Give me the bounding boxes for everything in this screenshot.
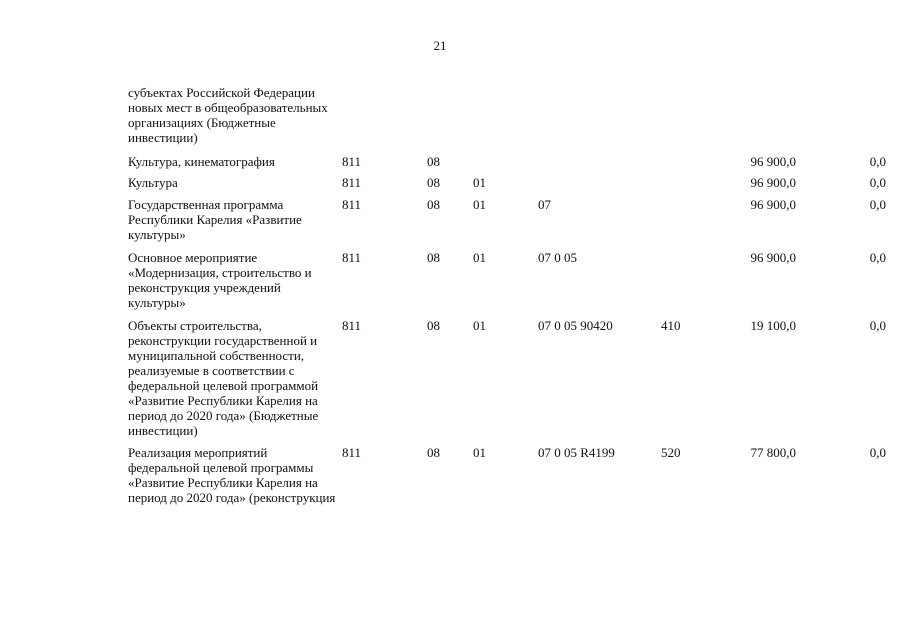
table-row (128, 318, 898, 438)
table-row (128, 445, 898, 505)
row-sum-2018: 96 900,0 (750, 175, 796, 190)
row-podrazdel: 01 (473, 175, 486, 190)
row-razdel: 08 (427, 197, 440, 212)
row-razdel: 08 (427, 250, 440, 265)
table-row (128, 175, 898, 190)
row-podrazdel: 01 (473, 445, 486, 460)
row-razdel: 08 (427, 175, 440, 190)
row-csr: 07 0 05 90420 (538, 318, 613, 333)
row-sum-2019: 0,0 (869, 250, 886, 265)
row-ved: 811 (342, 175, 362, 190)
row-sum-2019: 0,0 (869, 197, 886, 212)
row-ved: 811 (342, 197, 362, 212)
row-sum-2019: 0,0 (869, 175, 886, 190)
row-sum-2018: 19 100,0 (750, 318, 796, 333)
row-csr: 07 (538, 197, 551, 212)
row-vr: 410 (661, 318, 681, 333)
row-sum-2018: 96 900,0 (750, 154, 796, 169)
row-ved: 811 (342, 250, 362, 265)
row-vr: 520 (661, 445, 681, 460)
table-row (128, 154, 898, 169)
table-row (128, 250, 898, 310)
row-csr: 07 0 05 (538, 250, 577, 265)
table-row (128, 197, 898, 242)
row-ved: 811 (342, 445, 362, 460)
row-sum-2019: 0,0 (869, 445, 886, 460)
row-name: Государственная программа Республики Карелия «Развитие культуры» (128, 197, 302, 242)
page-number: 21 (433, 38, 447, 53)
row-sum-2018: 96 900,0 (750, 197, 796, 212)
row-name: Культура, кинематография (128, 154, 275, 169)
row-name: Объекты строительства, реконструкции государственной и муниципальной собственности, реализуемые в соответствии с федеральной целевой программой «Развитие Республики Карелия на период до 2020 года» (Бюджетные инвестиции) (128, 318, 319, 438)
row-name: субъектах Российской Федерации новых мест в общеобразовательных организациях (Бюджетные инвестиции) (128, 85, 328, 145)
row-razdel: 08 (427, 318, 440, 333)
row-podrazdel: 01 (473, 318, 486, 333)
row-razdel: 08 (427, 445, 440, 460)
row-csr: 07 0 05 R4199 (538, 445, 615, 460)
row-sum-2018: 96 900,0 (750, 250, 796, 265)
row-podrazdel: 01 (473, 197, 486, 212)
row-ved: 811 (342, 154, 362, 169)
table-row (128, 85, 898, 145)
row-name: Основное мероприятие «Модернизация, строительство и реконструкция учреждений культуры» (128, 250, 312, 310)
row-razdel: 08 (427, 154, 440, 169)
row-sum-2019: 0,0 (869, 154, 886, 169)
row-name: Реализация мероприятий федеральной целевой программы «Развитие Республики Карелия на период до 2020 года» (реконструкция (128, 445, 336, 505)
row-podrazdel: 01 (473, 250, 486, 265)
row-sum-2018: 77 800,0 (750, 445, 796, 460)
row-ved: 811 (342, 318, 362, 333)
budget-table (128, 85, 898, 505)
row-name: Культура (128, 175, 178, 190)
row-sum-2019: 0,0 (869, 318, 886, 333)
